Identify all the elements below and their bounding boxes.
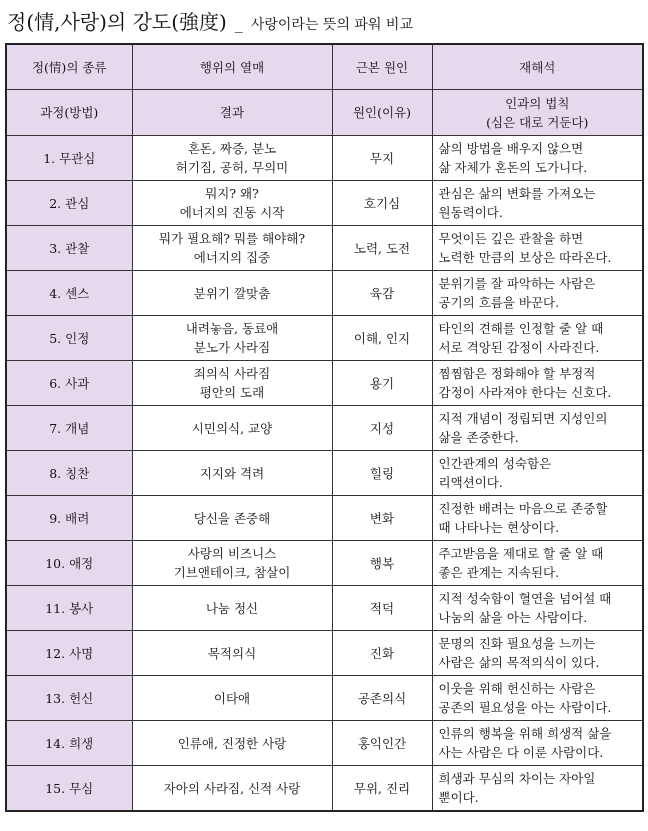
row-result-line1: 내려놓음, 동료애 — [185, 321, 279, 336]
subheader-cell-process: 과정(방법) — [6, 90, 132, 136]
row-explanation — [432, 676, 643, 721]
row-explanation-line1: 인류의 행복을 위해 희생적 삶을 — [438, 726, 612, 741]
header-cell-reinterpret: 재해석 — [432, 44, 643, 90]
row-explanation — [432, 226, 643, 271]
table-row — [6, 406, 643, 451]
row-explanation-line2: 사람은 삶의 목적의식이 있다. — [438, 655, 600, 670]
row-explanation-line1: 지적 개념이 정립되면 지성인의 — [438, 411, 608, 426]
row-category: 8. 칭찬 — [6, 451, 132, 496]
row-cause: 홍익인간 — [332, 721, 432, 766]
table-row — [6, 451, 643, 496]
row-explanation — [432, 451, 643, 496]
row-result — [132, 271, 332, 316]
row-result-line2: 기브앤테이크, 참살이 — [173, 565, 291, 580]
row-result-line1: 뭐가 필요해? 뭐를 해야해? — [158, 231, 306, 246]
row-explanation-line1: 진정한 배려는 마음으로 존중할 — [438, 501, 608, 516]
row-result — [132, 721, 332, 766]
title-subtitle: 사랑이라는 뜻의 파워 비교 — [250, 17, 413, 33]
row-explanation-line2: 나눔의 삶을 아는 사람이다. — [438, 610, 588, 625]
row-category: 12. 사명 — [6, 631, 132, 676]
row-result-line1: 시민의식, 교양 — [191, 420, 273, 436]
row-result — [132, 631, 332, 676]
row-result-line2: 에너지의 진동 시작 — [179, 205, 285, 220]
row-result — [132, 586, 332, 631]
row-result — [132, 136, 332, 181]
table-row — [6, 541, 643, 586]
row-explanation-line1: 삶의 방법을 배우지 않으면 — [438, 141, 584, 156]
row-category: 11. 봉사 — [6, 586, 132, 631]
table-row — [6, 361, 643, 406]
row-explanation — [432, 586, 643, 631]
header-cell-type: 정(情)의 종류 — [6, 44, 132, 90]
row-explanation-line1: 인간관계의 성숙함은 — [438, 456, 552, 471]
table-row — [6, 586, 643, 631]
row-category: 9. 배려 — [6, 496, 132, 541]
row-cause: 무지 — [332, 136, 432, 181]
row-result-line1: 분위기 깔맞춤 — [193, 285, 271, 301]
title-main: 정(情,사랑)의 강도(強度) — [7, 10, 227, 34]
row-result-line1: 당신을 존중해 — [193, 510, 271, 526]
row-result-line1: 나눔 정신 — [205, 600, 259, 616]
row-cause: 노력, 도전 — [332, 226, 432, 271]
row-result-line2: 허기짐, 공허, 무의미 — [175, 160, 289, 175]
row-explanation-line2: 삶 자체가 혼돈의 도가니다. — [438, 160, 588, 175]
row-explanation-line1: 타인의 견해를 인정할 줄 알 때 — [438, 321, 604, 336]
row-result — [132, 541, 332, 586]
row-explanation — [432, 721, 643, 766]
row-explanation-line2: 공기의 흐름을 바꾼다. — [438, 295, 560, 310]
row-explanation — [432, 361, 643, 406]
row-result-line2: 분노가 사라짐 — [193, 340, 271, 355]
header-row — [6, 44, 643, 90]
row-explanation — [432, 271, 643, 316]
row-result-line2: 에너지의 집중 — [193, 250, 271, 265]
subheader-cell-reason: 원인(이유) — [332, 90, 432, 136]
table-row — [6, 271, 643, 316]
row-result-line1: 인류애, 진정한 사랑 — [177, 735, 287, 751]
row-explanation-line1: 문명의 진화 필요성을 느끼는 — [438, 636, 596, 651]
row-cause: 지성 — [332, 406, 432, 451]
row-cause: 용기 — [332, 361, 432, 406]
row-explanation-line1: 관심은 삶의 변화를 가져오는 — [438, 186, 596, 201]
row-explanation-line1: 무엇이든 깊은 관찰을 하면 — [438, 231, 584, 246]
row-result-line1: 혼돈, 짜증, 분노 — [187, 141, 277, 156]
row-explanation-line1: 지적 성숙함이 혈연을 넘어설 때 — [438, 591, 612, 606]
row-cause: 무위, 진리 — [332, 766, 432, 812]
row-explanation-line1: 희생과 무심의 차이는 자아일 — [438, 771, 596, 786]
row-result — [132, 676, 332, 721]
row-category: 7. 개념 — [6, 406, 132, 451]
row-explanation — [432, 766, 643, 812]
row-explanation-line2: 원동력이다. — [438, 205, 503, 220]
row-explanation-line1: 찜찜함은 정화해야 할 부정적 — [438, 366, 596, 381]
table-row — [6, 496, 643, 541]
row-explanation-line2: 리액션이다. — [438, 475, 503, 490]
header-cell-cause: 근본 원인 — [332, 44, 432, 90]
row-explanation-line2: 때 나타나는 현상이다. — [438, 520, 560, 535]
subheader-row — [6, 90, 643, 136]
row-cause: 행복 — [332, 541, 432, 586]
row-result-line2: 평안의 도래 — [199, 385, 265, 400]
row-explanation-line2: 공존의 필요성을 아는 사람이다. — [438, 700, 612, 715]
row-result-line1: 목적의식 — [207, 645, 257, 661]
row-explanation — [432, 136, 643, 181]
row-result — [132, 361, 332, 406]
row-result-line1: 이타애 — [213, 690, 251, 706]
subheader-cell-law — [432, 90, 643, 136]
row-result — [132, 316, 332, 361]
row-cause: 호기심 — [332, 181, 432, 226]
subheader-law-line2: (심은 대로 거둔다) — [486, 114, 589, 130]
row-category: 6. 사과 — [6, 361, 132, 406]
row-explanation-line2: 사는 사람은 다 이룬 사람이다. — [438, 745, 604, 760]
page-title — [7, 6, 413, 36]
row-explanation-line1: 이웃을 위해 헌신하는 사람은 — [438, 681, 596, 696]
row-cause: 이해, 인지 — [332, 316, 432, 361]
subheader-law-line1: 인과의 법칙 — [505, 95, 570, 111]
table-row — [6, 676, 643, 721]
row-result — [132, 766, 332, 812]
row-explanation — [432, 496, 643, 541]
row-explanation-line2: 감정이 사라져야 한다는 신호다. — [438, 385, 612, 400]
row-cause: 힐링 — [332, 451, 432, 496]
title-separator: _ — [234, 14, 243, 33]
row-cause: 육감 — [332, 271, 432, 316]
row-result-line1: 지지와 격려 — [199, 465, 265, 481]
row-explanation — [432, 631, 643, 676]
table-row — [6, 766, 643, 812]
row-result-line1: 뭐지? 왜? — [205, 186, 259, 201]
table-row — [6, 316, 643, 361]
table-row — [6, 721, 643, 766]
row-result — [132, 226, 332, 271]
row-category: 13. 헌신 — [6, 676, 132, 721]
row-explanation — [432, 316, 643, 361]
row-explanation — [432, 406, 643, 451]
table-row — [6, 631, 643, 676]
row-explanation-line2: 노력한 만큼의 보상은 따라온다. — [438, 250, 612, 265]
row-result — [132, 496, 332, 541]
row-explanation — [432, 541, 643, 586]
row-result-line1: 사랑의 비즈니스 — [187, 546, 277, 561]
row-explanation — [432, 181, 643, 226]
table-row — [6, 226, 643, 271]
row-category: 3. 관찰 — [6, 226, 132, 271]
row-cause: 공존의식 — [332, 676, 432, 721]
row-explanation-line2: 삶을 존중한다. — [438, 430, 519, 445]
row-explanation-line1: 주고받음을 제대로 할 줄 알 때 — [438, 546, 604, 561]
comparison-table — [5, 43, 644, 812]
row-cause: 진화 — [332, 631, 432, 676]
row-explanation-line2: 좋은 관계는 지속된다. — [438, 565, 560, 580]
row-result — [132, 181, 332, 226]
row-category: 2. 관심 — [6, 181, 132, 226]
row-result — [132, 451, 332, 496]
row-explanation-line2: 서로 격앙된 감정이 사라진다. — [438, 340, 600, 355]
row-category: 5. 인정 — [6, 316, 132, 361]
header-cell-fruit: 행위의 열매 — [132, 44, 332, 90]
row-cause: 변화 — [332, 496, 432, 541]
subheader-cell-result: 결과 — [132, 90, 332, 136]
row-result-line1: 죄의식 사라짐 — [193, 366, 271, 381]
table-row — [6, 181, 643, 226]
row-category: 1. 무관심 — [6, 136, 132, 181]
row-category: 4. 센스 — [6, 271, 132, 316]
row-result-line1: 자아의 사라짐, 신적 사랑 — [163, 780, 301, 796]
row-cause: 적덕 — [332, 586, 432, 631]
row-category: 15. 무심 — [6, 766, 132, 812]
row-category: 14. 희생 — [6, 721, 132, 766]
row-explanation-line2: 뿐이다. — [438, 790, 479, 805]
row-result — [132, 406, 332, 451]
table-row — [6, 136, 643, 181]
row-explanation-line1: 분위기를 잘 파악하는 사람은 — [438, 276, 596, 291]
row-category: 10. 애정 — [6, 541, 132, 586]
